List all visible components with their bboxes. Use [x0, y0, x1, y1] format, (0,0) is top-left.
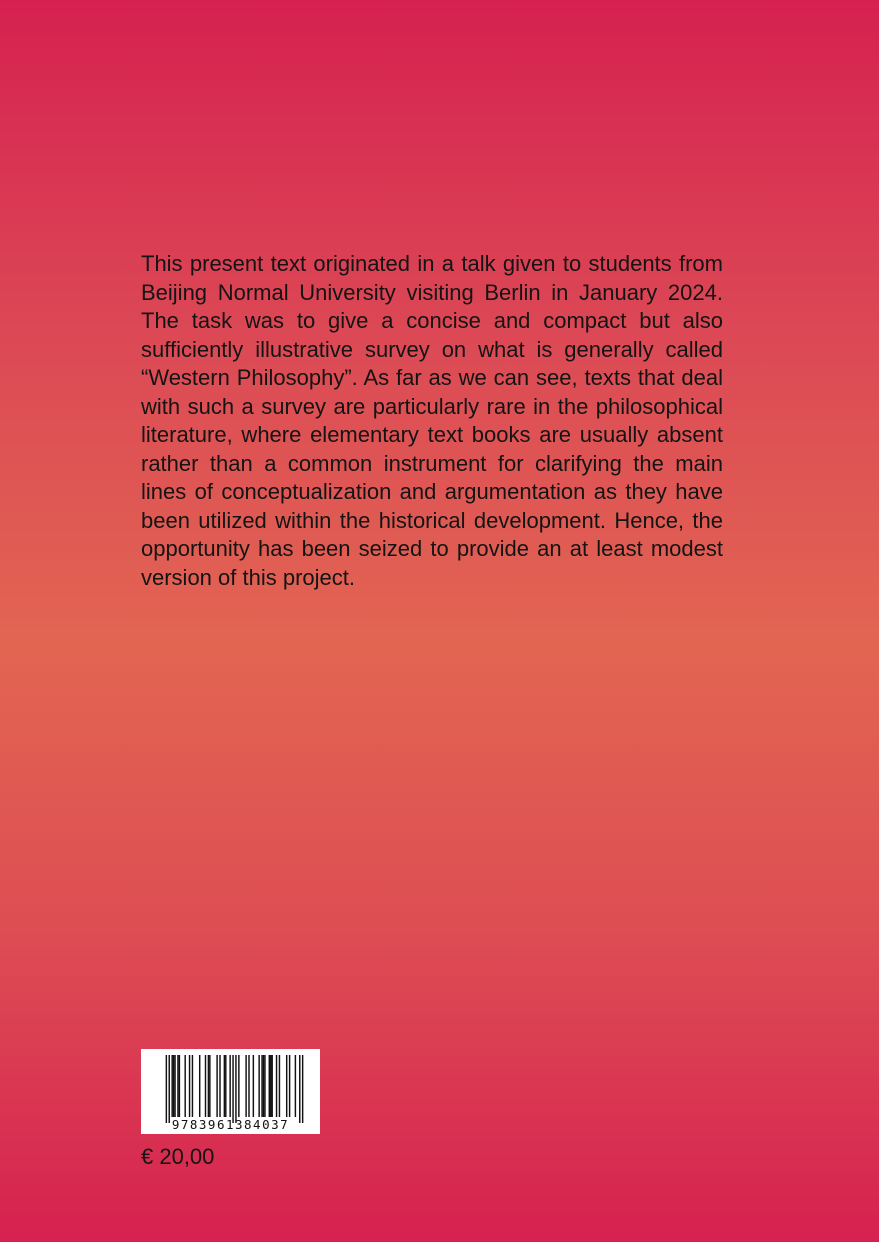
barcode-bar: [289, 1055, 290, 1117]
barcode-bar: [209, 1055, 210, 1117]
barcode-bar: [279, 1055, 280, 1117]
barcode-bar: [219, 1055, 220, 1117]
barcode-bar: [169, 1055, 170, 1123]
barcode-bar: [224, 1055, 225, 1117]
price-label: € 20,00: [141, 1144, 215, 1169]
barcode-bar: [205, 1055, 206, 1117]
barcode-bar: [235, 1055, 236, 1123]
barcode-bar: [173, 1055, 174, 1117]
barcode-bar: [174, 1055, 175, 1117]
barcode-bar: [184, 1055, 185, 1117]
back-cover-blurb: This present text originated in a talk given to students from Beijing Normal University visiting Berlin in January 2024. The task was to give a concise and compact but also sufficiently illustrative survey on what is generally called “Western Philosophy”. As far as we can see, texts that deal with such a survey are particularly rare in the philosophical literature, where elementary text books are usually absent rather than a common instrument for clarifying the main lines of conceptualization and argumentation as they have been utilized within the historical development. Hence, the opportunity has been seized to provide an at least modest version of this project.: [141, 251, 723, 590]
isbn-barcode: [141, 1049, 320, 1134]
barcode-bar: [189, 1055, 190, 1117]
barcode-bar: [258, 1055, 259, 1117]
barcode-bar: [238, 1055, 239, 1117]
barcode-digits: 9783961384037: [171, 1117, 290, 1132]
barcode-bar: [245, 1055, 246, 1117]
barcode-bar: [199, 1055, 200, 1117]
barcode-bar: [166, 1055, 167, 1123]
barcode-bar: [286, 1055, 287, 1117]
barcode-bar: [248, 1055, 249, 1117]
barcode-bar: [171, 1055, 172, 1117]
barcode-bar: [192, 1055, 193, 1117]
barcode-bar: [225, 1055, 226, 1117]
barcode-bar: [177, 1055, 178, 1117]
barcode-bar: [232, 1055, 233, 1123]
barcode-bar: [261, 1055, 262, 1117]
barcode-bar: [302, 1055, 303, 1123]
barcode-bar: [270, 1055, 271, 1117]
barcode-bar: [263, 1055, 264, 1117]
barcode-bar: [295, 1055, 296, 1117]
barcode-bar: [269, 1055, 270, 1117]
barcode-bar: [208, 1055, 209, 1117]
barcode-bar: [264, 1055, 265, 1117]
barcode-bar: [276, 1055, 277, 1117]
barcode-bar: [216, 1055, 217, 1117]
barcode-bar: [229, 1055, 230, 1117]
barcode-bar: [271, 1055, 272, 1117]
barcode-bar: [299, 1055, 300, 1123]
barcode-bar: [179, 1055, 180, 1117]
barcode-bar: [253, 1055, 254, 1117]
